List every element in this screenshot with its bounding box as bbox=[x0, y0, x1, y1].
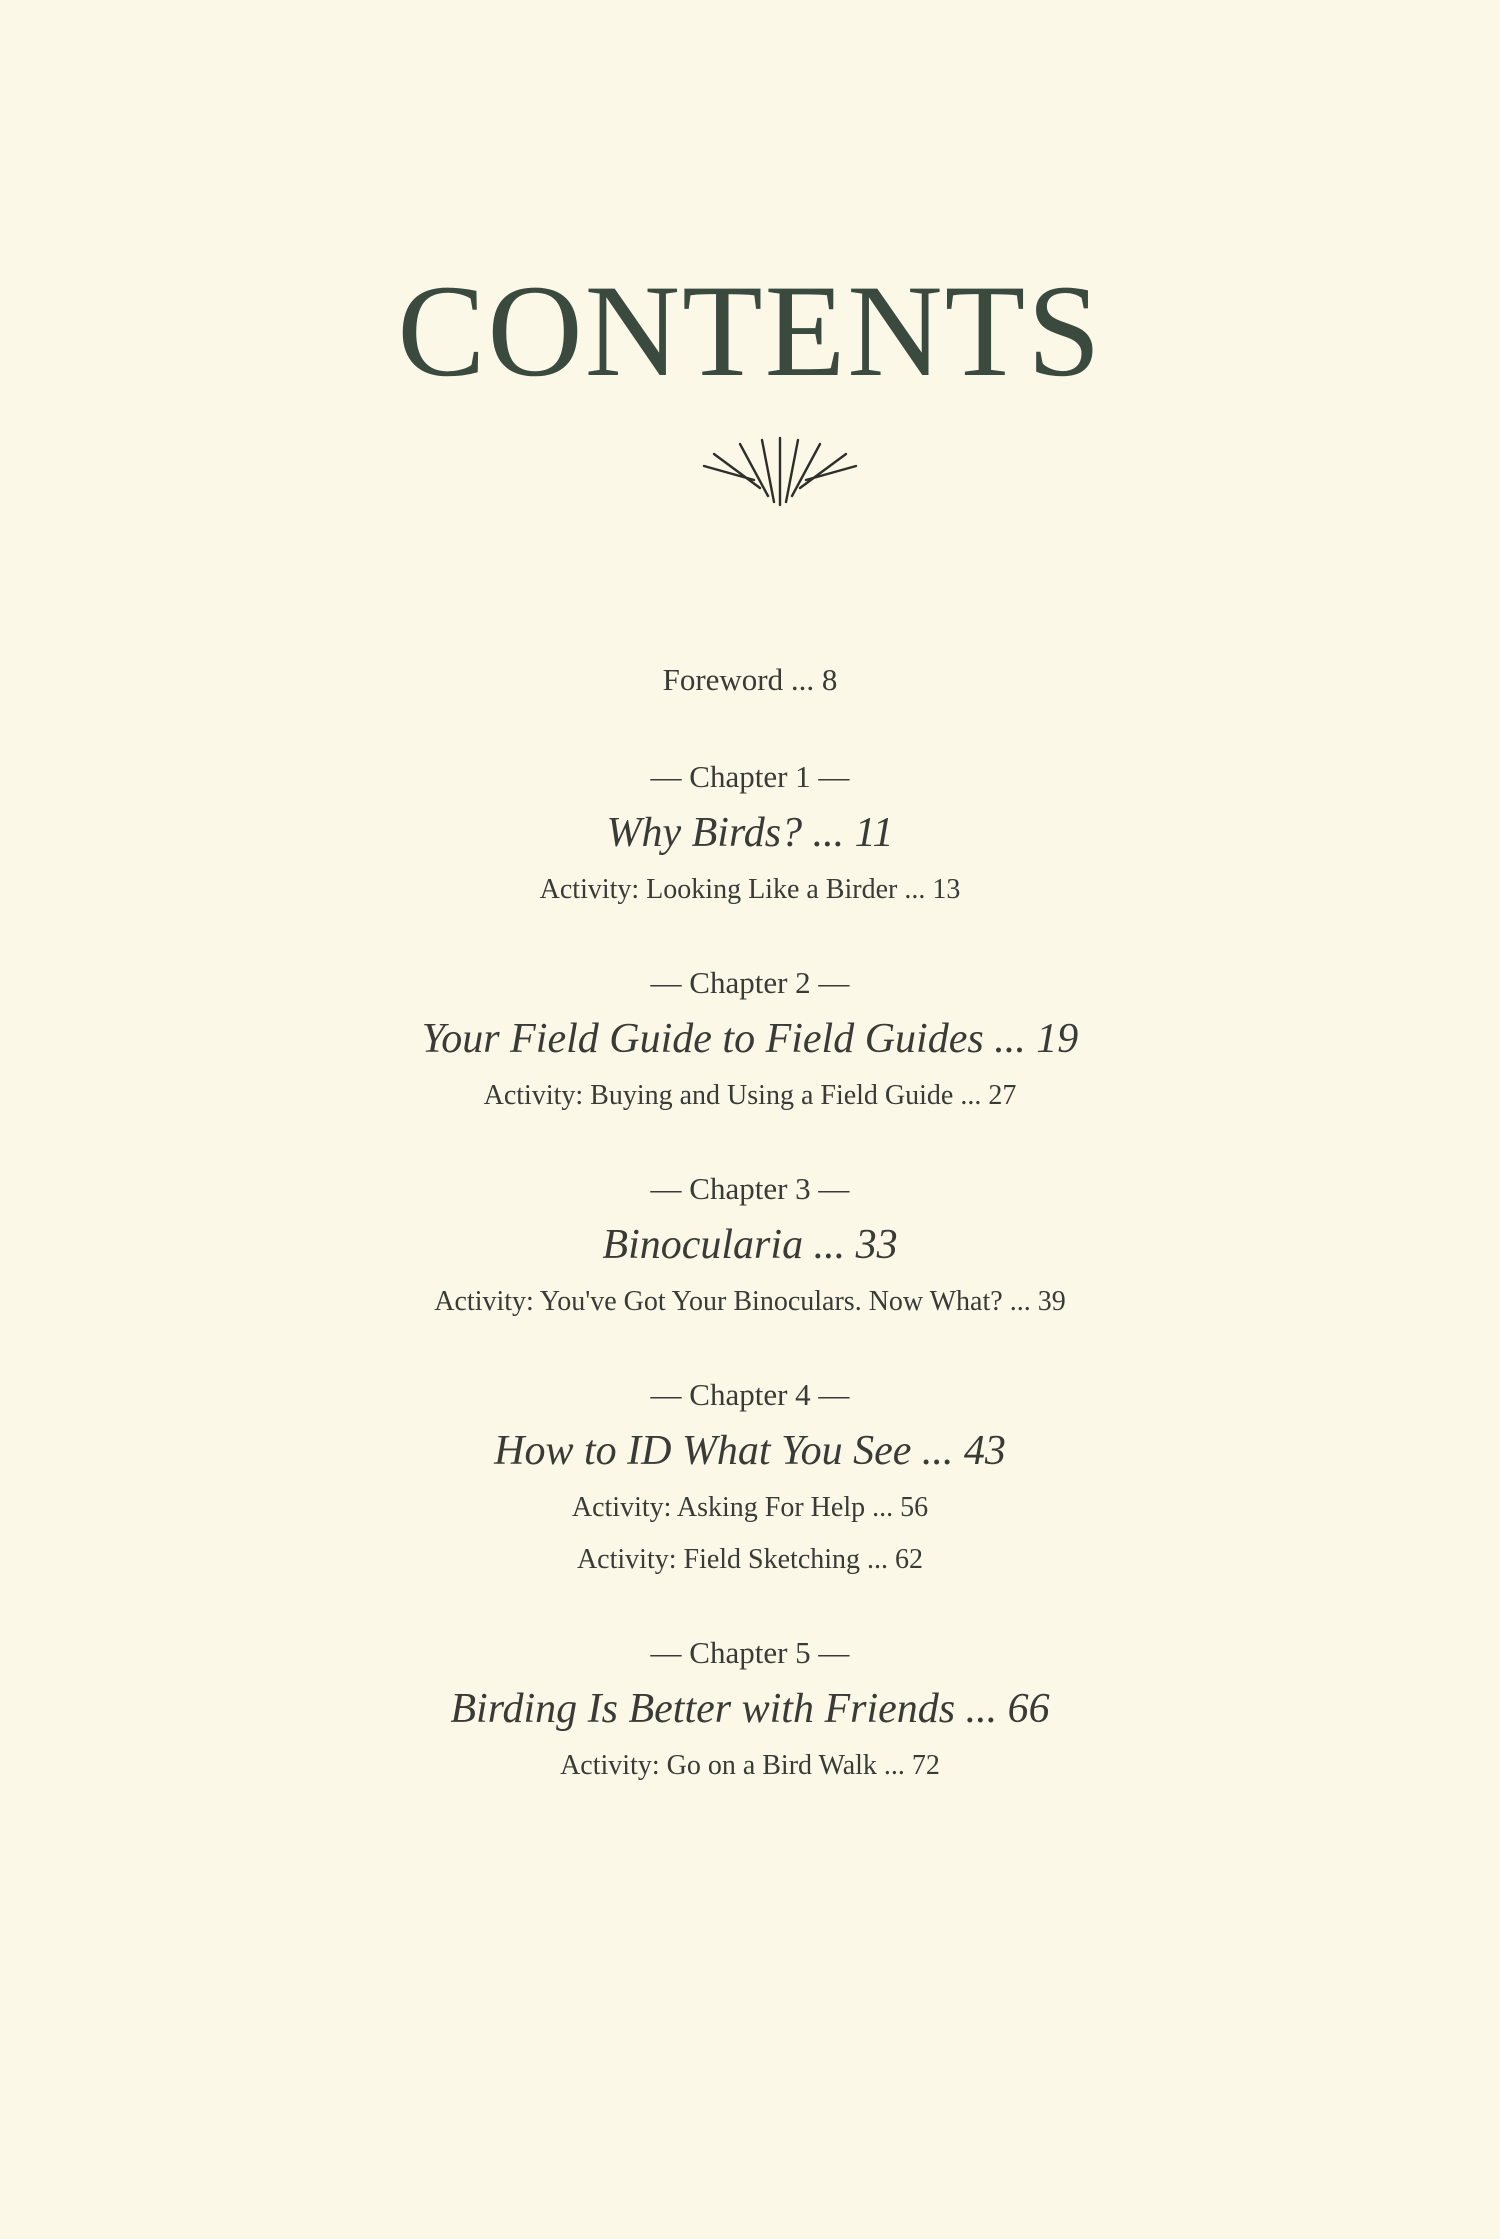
chapter-title[interactable]: How to ID What You See ... 43 bbox=[494, 1428, 1006, 1474]
chapter-label: — Chapter 1 — bbox=[650, 759, 850, 794]
activity-entry[interactable]: Activity: Field Sketching ... 62 bbox=[576, 1544, 924, 1575]
chapter-label: — Chapter 5 — bbox=[650, 1635, 850, 1670]
table-of-contents bbox=[0, 650, 1500, 1834]
sunburst-ornament-icon bbox=[700, 430, 860, 510]
activity-entry[interactable]: Activity: Buying and Using a Field Guide ... 27 bbox=[483, 1080, 1017, 1111]
chapter-title[interactable]: Your Field Guide to Field Guides ... 19 bbox=[421, 1016, 1079, 1062]
activity-entry[interactable]: Activity: Asking For Help ... 56 bbox=[571, 1492, 929, 1523]
chapter-label: — Chapter 4 — bbox=[650, 1377, 850, 1412]
activity-entry[interactable]: Activity: Go on a Bird Walk ... 72 bbox=[560, 1750, 940, 1781]
foreword-entry[interactable]: Foreword ... 8 bbox=[662, 662, 838, 697]
chapter-title[interactable]: Birding Is Better with Friends ... 66 bbox=[450, 1686, 1050, 1732]
page-title: CONTENTS bbox=[397, 257, 1103, 404]
activity-entry[interactable]: Activity: Looking Like a Birder ... 13 bbox=[539, 874, 961, 905]
chapter-label: — Chapter 2 — bbox=[650, 965, 850, 1000]
chapter-title[interactable]: Binocularia ... 33 bbox=[602, 1222, 898, 1268]
chapter-4 bbox=[0, 1370, 1500, 1586]
chapter-label: — Chapter 3 — bbox=[650, 1171, 850, 1206]
chapter-1 bbox=[0, 752, 1500, 916]
chapter-2 bbox=[0, 958, 1500, 1122]
chapter-5 bbox=[0, 1628, 1500, 1792]
activity-entry[interactable]: Activity: You've Got Your Binoculars. Now What? ... 39 bbox=[434, 1286, 1066, 1317]
chapter-3 bbox=[0, 1164, 1500, 1328]
chapter-title[interactable]: Why Birds? ... 11 bbox=[606, 810, 894, 856]
